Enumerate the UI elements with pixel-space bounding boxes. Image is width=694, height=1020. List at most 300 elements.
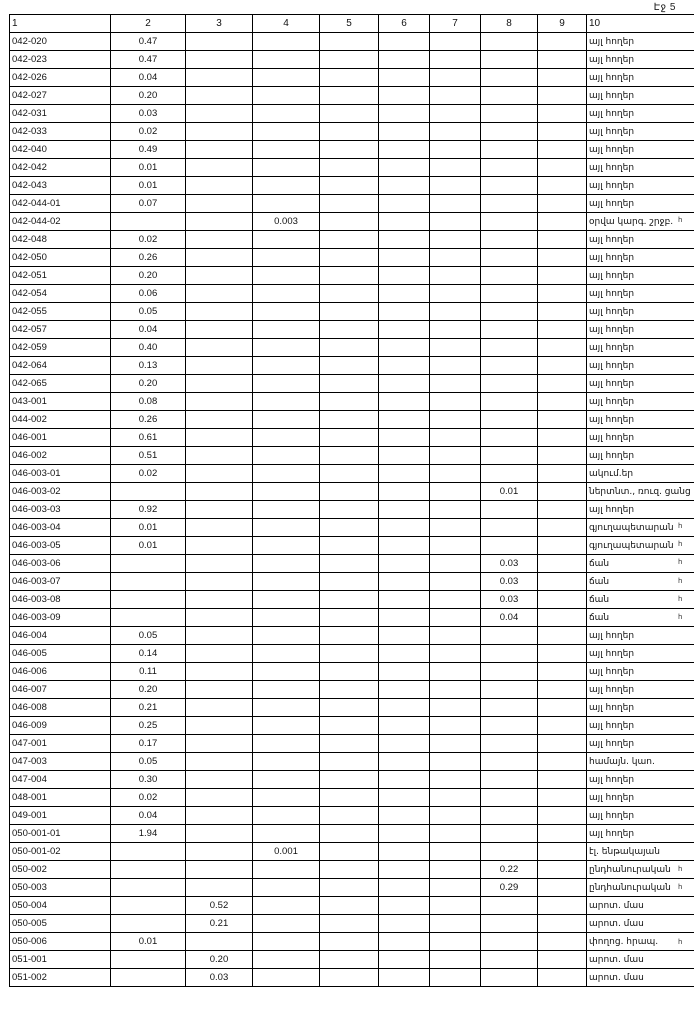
table-cell-7 xyxy=(430,33,481,51)
table-cell-1: 046-003-06 xyxy=(10,555,111,573)
table-cell-10: այլ հողեր xyxy=(587,663,694,681)
table-cell-5 xyxy=(320,735,379,753)
table-cell-7 xyxy=(430,195,481,213)
table-cell-6 xyxy=(379,609,430,627)
table-cell-9 xyxy=(538,861,587,879)
table-cell-10: ճան xyxy=(587,555,694,573)
table-cell-8 xyxy=(481,357,538,375)
table-cell-9 xyxy=(538,951,587,969)
table-cell-1: 042-057 xyxy=(10,321,111,339)
table-cell-10: արոտ. մաս xyxy=(587,969,694,987)
table-cell-10: այլ հողեր xyxy=(587,33,694,51)
table-cell-6 xyxy=(379,33,430,51)
table-cell-6 xyxy=(379,339,430,357)
table-cell-7 xyxy=(430,483,481,501)
table-cell-8: 0.03 xyxy=(481,573,538,591)
table-cell-2: 0.01 xyxy=(111,519,186,537)
table-cell-7 xyxy=(430,861,481,879)
table-cell-7 xyxy=(430,249,481,267)
table-cell-7 xyxy=(430,321,481,339)
table-cell-5 xyxy=(320,447,379,465)
table-cell-5 xyxy=(320,231,379,249)
table-cell-5 xyxy=(320,213,379,231)
table-row xyxy=(10,267,694,285)
table-cell-8 xyxy=(481,195,538,213)
column-header-5: 5 xyxy=(320,15,379,33)
table-cell-4 xyxy=(253,303,320,321)
table-cell-1: 042-023 xyxy=(10,51,111,69)
table-cell-9 xyxy=(538,51,587,69)
table-row xyxy=(10,159,694,177)
table-cell-7 xyxy=(430,303,481,321)
table-cell-4 xyxy=(253,483,320,501)
table-cell-1: 050-002 xyxy=(10,861,111,879)
table-cell-6 xyxy=(379,69,430,87)
table-cell-3 xyxy=(186,789,253,807)
table-cell-1: 046-004 xyxy=(10,627,111,645)
table-cell-1: 050-005 xyxy=(10,915,111,933)
table-cell-5 xyxy=(320,321,379,339)
margin-note: հ xyxy=(678,884,683,892)
table-cell-1: 042-027 xyxy=(10,87,111,105)
table-row xyxy=(10,303,694,321)
table-cell-2 xyxy=(111,591,186,609)
table-cell-5 xyxy=(320,789,379,807)
table-cell-7 xyxy=(430,357,481,375)
table-cell-3 xyxy=(186,663,253,681)
table-cell-5 xyxy=(320,141,379,159)
table-cell-10: այլ հողեր xyxy=(587,411,694,429)
table-cell-10: ճան xyxy=(587,591,694,609)
table-cell-10: արոտ. մաս xyxy=(587,915,694,933)
table-cell-10: արոտ. մաս xyxy=(587,897,694,915)
table-cell-5 xyxy=(320,69,379,87)
table-row xyxy=(10,897,694,915)
table-cell-4 xyxy=(253,249,320,267)
table-cell-5 xyxy=(320,897,379,915)
table-cell-5 xyxy=(320,879,379,897)
table-cell-1: 046-003-08 xyxy=(10,591,111,609)
column-header-10: 10 xyxy=(587,15,694,33)
column-header-9: 9 xyxy=(538,15,587,33)
column-header-4: 4 xyxy=(253,15,320,33)
table-cell-2 xyxy=(111,555,186,573)
table-cell-10: այլ հողեր xyxy=(587,645,694,663)
table-cell-8 xyxy=(481,663,538,681)
table-cell-8 xyxy=(481,699,538,717)
table-cell-6 xyxy=(379,879,430,897)
table-cell-3 xyxy=(186,429,253,447)
table-cell-10: ընդհանուրական xyxy=(587,879,694,897)
table-cell-1: 046-006 xyxy=(10,663,111,681)
table-cell-2: 0.20 xyxy=(111,375,186,393)
table-cell-7 xyxy=(430,897,481,915)
table-cell-3 xyxy=(186,519,253,537)
table-cell-2: 0.21 xyxy=(111,699,186,717)
table-cell-1: 042-064 xyxy=(10,357,111,375)
table-cell-7 xyxy=(430,609,481,627)
table-cell-3 xyxy=(186,123,253,141)
table-cell-7 xyxy=(430,735,481,753)
table-cell-7 xyxy=(430,933,481,951)
table-cell-4 xyxy=(253,51,320,69)
table-cell-1: 046-005 xyxy=(10,645,111,663)
table-cell-2: 0.61 xyxy=(111,429,186,447)
table-cell-9 xyxy=(538,897,587,915)
table-cell-6 xyxy=(379,447,430,465)
table-cell-6 xyxy=(379,789,430,807)
table-cell-5 xyxy=(320,681,379,699)
table-cell-2: 0.11 xyxy=(111,663,186,681)
table-cell-3 xyxy=(186,69,253,87)
table-cell-9 xyxy=(538,141,587,159)
table-cell-8 xyxy=(481,537,538,555)
table-cell-7 xyxy=(430,375,481,393)
margin-note: հ xyxy=(678,559,683,567)
table-cell-1: 043-001 xyxy=(10,393,111,411)
table-cell-4 xyxy=(253,375,320,393)
table-cell-4 xyxy=(253,717,320,735)
table-cell-4 xyxy=(253,735,320,753)
table-cell-3 xyxy=(186,717,253,735)
table-cell-8 xyxy=(481,51,538,69)
table-cell-5 xyxy=(320,501,379,519)
table-cell-5 xyxy=(320,393,379,411)
table-cell-9 xyxy=(538,807,587,825)
table-cell-2: 0.06 xyxy=(111,285,186,303)
table-cell-10: այլ հողեր xyxy=(587,681,694,699)
table-cell-2: 0.04 xyxy=(111,807,186,825)
table-cell-3 xyxy=(186,537,253,555)
column-header-7: 7 xyxy=(430,15,481,33)
table-cell-9 xyxy=(538,627,587,645)
table-cell-6 xyxy=(379,411,430,429)
table-cell-2: 1.94 xyxy=(111,825,186,843)
table-cell-1: 046-003-03 xyxy=(10,501,111,519)
table-cell-3 xyxy=(186,825,253,843)
table-cell-8 xyxy=(481,411,538,429)
table-cell-9 xyxy=(538,213,587,231)
table-cell-2: 0.20 xyxy=(111,681,186,699)
table-cell-2 xyxy=(111,915,186,933)
table-cell-9 xyxy=(538,915,587,933)
table-cell-1: 046-003-02 xyxy=(10,483,111,501)
table-row xyxy=(10,393,694,411)
table-cell-10: այլ հողեր xyxy=(587,249,694,267)
table-cell-4: 0.003 xyxy=(253,213,320,231)
table-cell-5 xyxy=(320,105,379,123)
table-row xyxy=(10,879,694,897)
table-cell-3 xyxy=(186,771,253,789)
table-cell-8 xyxy=(481,339,538,357)
table-cell-7 xyxy=(430,717,481,735)
table-cell-5 xyxy=(320,573,379,591)
table-cell-10: այլ հողեր xyxy=(587,393,694,411)
table-cell-1: 046-003-04 xyxy=(10,519,111,537)
table-cell-9 xyxy=(538,195,587,213)
table-cell-7 xyxy=(430,213,481,231)
table-cell-9 xyxy=(538,825,587,843)
table-cell-1: 050-004 xyxy=(10,897,111,915)
table-cell-9 xyxy=(538,159,587,177)
table-cell-8 xyxy=(481,789,538,807)
table-cell-3 xyxy=(186,681,253,699)
table-cell-8 xyxy=(481,375,538,393)
table-cell-3 xyxy=(186,645,253,663)
table-cell-10: այլ հողեր xyxy=(587,321,694,339)
table-row xyxy=(10,753,694,771)
table-cell-4 xyxy=(253,429,320,447)
table-cell-9 xyxy=(538,249,587,267)
table-cell-8 xyxy=(481,105,538,123)
table-cell-3: 0.21 xyxy=(186,915,253,933)
table-cell-1: 042-043 xyxy=(10,177,111,195)
table-cell-1: 042-044-01 xyxy=(10,195,111,213)
table-cell-10: այլ հողեր xyxy=(587,447,694,465)
table-cell-4 xyxy=(253,177,320,195)
table-cell-8: 0.29 xyxy=(481,879,538,897)
table-cell-8 xyxy=(481,465,538,483)
table-row xyxy=(10,573,694,591)
table-cell-9 xyxy=(538,177,587,195)
table-cell-10: այլ հողեր xyxy=(587,87,694,105)
table-cell-7 xyxy=(430,429,481,447)
table-cell-9 xyxy=(538,555,587,573)
table-row xyxy=(10,699,694,717)
table-cell-10: համայն. կաո. xyxy=(587,753,694,771)
table-cell-8 xyxy=(481,519,538,537)
table-cell-2 xyxy=(111,879,186,897)
table-cell-9 xyxy=(538,321,587,339)
table-cell-3 xyxy=(186,231,253,249)
table-cell-4 xyxy=(253,141,320,159)
table-cell-4 xyxy=(253,789,320,807)
table-row xyxy=(10,483,694,501)
table-cell-10: գյուղապետարան xyxy=(587,537,694,555)
table-cell-10: այլ հողեր xyxy=(587,375,694,393)
table-cell-6 xyxy=(379,159,430,177)
table-cell-6 xyxy=(379,807,430,825)
table-cell-10: այլ հողեր xyxy=(587,123,694,141)
table-cell-2 xyxy=(111,897,186,915)
table-cell-9 xyxy=(538,123,587,141)
table-cell-8 xyxy=(481,249,538,267)
table-cell-6 xyxy=(379,573,430,591)
table-cell-2: 0.40 xyxy=(111,339,186,357)
table-row xyxy=(10,951,694,969)
table-cell-5 xyxy=(320,375,379,393)
table-cell-5 xyxy=(320,429,379,447)
table-cell-7 xyxy=(430,573,481,591)
table-row xyxy=(10,33,694,51)
table-cell-9 xyxy=(538,357,587,375)
table-cell-7 xyxy=(430,339,481,357)
table-cell-2: 0.20 xyxy=(111,87,186,105)
table-cell-4 xyxy=(253,159,320,177)
table-cell-3: 0.03 xyxy=(186,969,253,987)
table-cell-9 xyxy=(538,447,587,465)
table-cell-6 xyxy=(379,177,430,195)
table-cell-6 xyxy=(379,681,430,699)
table-cell-1: 042-026 xyxy=(10,69,111,87)
column-header-3: 3 xyxy=(186,15,253,33)
table-cell-6 xyxy=(379,429,430,447)
table-cell-4 xyxy=(253,681,320,699)
table-cell-7 xyxy=(430,879,481,897)
table-cell-10: գյուղապետարան xyxy=(587,519,694,537)
table-cell-9 xyxy=(538,645,587,663)
table-row xyxy=(10,645,694,663)
table-cell-7 xyxy=(430,789,481,807)
table-cell-2: 0.30 xyxy=(111,771,186,789)
table-cell-5 xyxy=(320,267,379,285)
table-cell-6 xyxy=(379,825,430,843)
table-cell-3 xyxy=(186,141,253,159)
table-cell-5 xyxy=(320,249,379,267)
table-cell-9 xyxy=(538,573,587,591)
table-cell-6 xyxy=(379,195,430,213)
table-cell-5 xyxy=(320,123,379,141)
table-cell-2: 0.26 xyxy=(111,411,186,429)
table-cell-1: 042-040 xyxy=(10,141,111,159)
table-cell-4 xyxy=(253,357,320,375)
table-cell-7 xyxy=(430,69,481,87)
land-registry-table xyxy=(9,14,694,987)
table-cell-10: օրվա կարգ. շրջբ. xyxy=(587,213,694,231)
table-cell-2: 0.01 xyxy=(111,537,186,555)
table-cell-7 xyxy=(430,465,481,483)
table-cell-3 xyxy=(186,807,253,825)
table-cell-6 xyxy=(379,699,430,717)
table-cell-5 xyxy=(320,861,379,879)
table-cell-8 xyxy=(481,807,538,825)
table-cell-9 xyxy=(538,375,587,393)
table-cell-1: 042-044-02 xyxy=(10,213,111,231)
table-cell-8 xyxy=(481,969,538,987)
table-cell-5 xyxy=(320,483,379,501)
table-cell-2: 0.02 xyxy=(111,789,186,807)
table-row xyxy=(10,555,694,573)
table-cell-10: այլ հողեր xyxy=(587,69,694,87)
table-cell-1: 042-048 xyxy=(10,231,111,249)
table-cell-6 xyxy=(379,735,430,753)
table-cell-1: 051-002 xyxy=(10,969,111,987)
table-cell-8 xyxy=(481,177,538,195)
table-cell-8 xyxy=(481,303,538,321)
table-cell-6 xyxy=(379,231,430,249)
table-cell-1: 048-001 xyxy=(10,789,111,807)
table-cell-8: 0.03 xyxy=(481,555,538,573)
page-label: Էջ 5 xyxy=(653,2,676,13)
table-cell-6 xyxy=(379,483,430,501)
table-cell-2: 0.04 xyxy=(111,69,186,87)
table-cell-3 xyxy=(186,105,253,123)
table-header xyxy=(10,15,694,33)
table-cell-6 xyxy=(379,249,430,267)
table-cell-6 xyxy=(379,465,430,483)
table-cell-5 xyxy=(320,915,379,933)
table-cell-1: 042-031 xyxy=(10,105,111,123)
table-cell-6 xyxy=(379,375,430,393)
table-cell-8 xyxy=(481,843,538,861)
table-cell-3 xyxy=(186,375,253,393)
table-cell-3 xyxy=(186,357,253,375)
table-cell-5 xyxy=(320,339,379,357)
margin-note: հ xyxy=(678,216,683,224)
table-cell-6 xyxy=(379,951,430,969)
table-cell-7 xyxy=(430,159,481,177)
table-cell-9 xyxy=(538,591,587,609)
table-cell-8 xyxy=(481,627,538,645)
table-row xyxy=(10,123,694,141)
table-row xyxy=(10,339,694,357)
table-cell-4 xyxy=(253,771,320,789)
table-cell-2: 0.20 xyxy=(111,267,186,285)
table-cell-4 xyxy=(253,411,320,429)
table-cell-7 xyxy=(430,663,481,681)
table-cell-3 xyxy=(186,411,253,429)
table-cell-6 xyxy=(379,285,430,303)
table-cell-3 xyxy=(186,195,253,213)
table-cell-9 xyxy=(538,879,587,897)
table-cell-1: 046-003-09 xyxy=(10,609,111,627)
margin-note: հ xyxy=(678,541,683,549)
table-cell-10: այլ հողեր xyxy=(587,807,694,825)
table-cell-2: 0.25 xyxy=(111,717,186,735)
table-cell-1: 050-003 xyxy=(10,879,111,897)
table-cell-4 xyxy=(253,447,320,465)
table-cell-8 xyxy=(481,681,538,699)
table-cell-10: ճան xyxy=(587,609,694,627)
table-cell-4 xyxy=(253,501,320,519)
table-cell-10: այլ հողեր xyxy=(587,177,694,195)
table-row xyxy=(10,663,694,681)
table-cell-8 xyxy=(481,393,538,411)
table-cell-1: 046-007 xyxy=(10,681,111,699)
table-cell-3 xyxy=(186,393,253,411)
table-cell-8 xyxy=(481,213,538,231)
table-cell-2: 0.14 xyxy=(111,645,186,663)
table-cell-1: 042-042 xyxy=(10,159,111,177)
table-cell-4 xyxy=(253,807,320,825)
table-cell-6 xyxy=(379,105,430,123)
table-cell-8: 0.01 xyxy=(481,483,538,501)
table-cell-3 xyxy=(186,861,253,879)
table-cell-5 xyxy=(320,537,379,555)
table-cell-7 xyxy=(430,699,481,717)
table-cell-5 xyxy=(320,159,379,177)
margin-note: հ xyxy=(678,577,683,585)
table-cell-4 xyxy=(253,753,320,771)
table-cell-2: 0.02 xyxy=(111,231,186,249)
table-cell-6 xyxy=(379,663,430,681)
table-cell-7 xyxy=(430,519,481,537)
table-cell-4 xyxy=(253,105,320,123)
table-cell-1: 046-001 xyxy=(10,429,111,447)
table-cell-6 xyxy=(379,501,430,519)
table-cell-2: 0.01 xyxy=(111,933,186,951)
table-cell-4 xyxy=(253,69,320,87)
table-cell-7 xyxy=(430,447,481,465)
table-cell-8 xyxy=(481,933,538,951)
table-cell-5 xyxy=(320,591,379,609)
table-cell-4 xyxy=(253,861,320,879)
table-cell-7 xyxy=(430,591,481,609)
table-cell-7 xyxy=(430,555,481,573)
table-cell-9 xyxy=(538,267,587,285)
table-cell-1: 044-002 xyxy=(10,411,111,429)
table-row xyxy=(10,69,694,87)
